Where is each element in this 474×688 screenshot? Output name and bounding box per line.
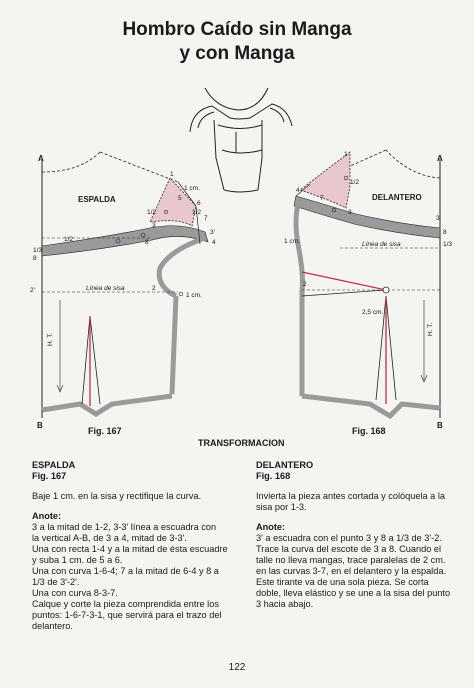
- fig168-pt-4: 4: [296, 187, 300, 194]
- left-line-0: 3 a la mitad de 1-2, 3-3' línea a escuadra con: [32, 522, 217, 532]
- fig167-ht: H. T.: [47, 332, 54, 346]
- left-line-2: Una con recta 1-4 y a la mitad de ésta escuadre: [32, 544, 228, 554]
- fig167-pt-3p: 3': [210, 229, 215, 236]
- left-line-8: puntos: 1-6-7-3-1, que servirá para el trazo del: [32, 610, 222, 620]
- page-number: 122: [228, 662, 246, 673]
- left-column: [32, 460, 242, 632]
- left-fig: Fig. 167: [32, 471, 67, 481]
- left-line-3: y suba 1 cm. de 5 a 6.: [32, 555, 123, 565]
- fig167-pt-half-b: 1/2: [192, 209, 202, 216]
- fig168-pt-25cm: 2,5 cm.: [362, 309, 384, 316]
- fig167-caption: Fig. 167: [88, 426, 122, 436]
- fig167-pt-4: 4: [212, 239, 216, 246]
- right-line-2: talle no lleva mangas, trace paralelas de 2 cm.: [256, 555, 446, 565]
- title-line-2: y con Manga: [179, 43, 295, 64]
- fig168-pt-half: 1/2: [350, 179, 360, 186]
- fig167-pt-1cm-b: 1 cm.: [186, 292, 202, 299]
- fig168-pt-3p: 3': [436, 215, 441, 222]
- fig167-pt-1cm: 1 cm.: [184, 185, 200, 192]
- model-sketch: [190, 88, 292, 192]
- fig168-pt-2: 2: [303, 281, 307, 288]
- fig167-pt-2: 2: [152, 285, 156, 292]
- right-line-6: 3 hacia abajo.: [256, 599, 314, 609]
- left-line-4: Una con curva 1-6-4; 7 a la mitad de 6-4 y 8 a: [32, 566, 219, 576]
- fig167-point-B: B: [37, 421, 43, 430]
- left-line-7: Calque y corte la pieza comprendida entre los: [32, 599, 219, 609]
- left-line-9: delantero.: [32, 621, 73, 631]
- fig168-pt-8: 8: [443, 229, 447, 236]
- fig167-pt-7: 7: [204, 215, 208, 222]
- fig168-label-delantero: DELANTERO: [372, 193, 422, 202]
- fig167-point-A: A: [38, 154, 44, 163]
- left-line-6: Una con curva 8-3-7.: [32, 588, 118, 598]
- right-line-5: doble, lleva elástico y se une a la sisa del punto: [256, 588, 451, 598]
- fig168-pt-third: 1/3: [443, 241, 453, 248]
- left-intro: Baje 1 cm. en la sisa y rectifique la curva.: [32, 491, 202, 501]
- fig167-pt-2p: 2': [30, 287, 35, 294]
- right-heading: DELANTERO: [256, 460, 314, 470]
- fig168-point-B: B: [437, 421, 443, 430]
- right-intro-2: sisa por 1-3.: [256, 502, 307, 512]
- fig168-pt-3: 3: [348, 209, 352, 216]
- left-anote: Anote:: [32, 511, 62, 521]
- fig167-pt-8: 8: [145, 239, 149, 246]
- fig167-pt-half-c: 1/2: [64, 236, 74, 243]
- left-line-1: la vertical A-B, de 3 a 4, mitad de 3-3'.: [32, 533, 187, 543]
- fig167-pt-6: 6: [197, 200, 201, 207]
- right-line-4: Este tirante va de una sola pieza. Se corta: [256, 577, 429, 587]
- figure-167-espalda: [30, 152, 216, 436]
- figure-168-delantero: [284, 150, 452, 436]
- right-line-1: Trace la curva del escote de 3 a 8. Cuando el: [256, 544, 442, 554]
- left-line-5: 1/3 de 3'-2'.: [32, 577, 80, 587]
- fig167-pt-5: 5: [178, 195, 182, 202]
- fig168-linea-sisa: Línea de sisa: [362, 241, 401, 248]
- transformacion-label: TRANSFORMACION: [198, 438, 285, 448]
- right-intro-1: Invierta la pieza antes cortada y colóquela a la: [256, 491, 445, 501]
- fig168-pt-1: 1: [344, 151, 348, 158]
- fig168-pt-1cm: 1 cm.: [284, 238, 300, 245]
- fig168-ht: H. T.: [427, 322, 434, 336]
- right-column: [256, 460, 470, 610]
- fig167-linea-sisa: Línea de sisa: [86, 285, 125, 292]
- right-anote: Anote:: [256, 522, 286, 532]
- right-fig: Fig. 168: [256, 471, 291, 481]
- fig168-caption: Fig. 168: [352, 426, 386, 436]
- fig167-pt-3: 3: [152, 222, 156, 229]
- fig167-pt-8-left: 8: [33, 255, 37, 262]
- fig168-point-A: A: [437, 154, 443, 163]
- fig167-label-espalda: ESPALDA: [78, 195, 116, 204]
- fig167-pt-third: 1/3: [33, 247, 43, 254]
- right-line-3: en las curvas 3-7, en el delantero y la espalda.: [256, 566, 446, 576]
- title-line-1: Hombro Caído sin Manga: [122, 19, 352, 40]
- fig168-pt-7: 7: [320, 195, 324, 202]
- right-line-0: 3' a escuadra con el punto 3 y 8 a 1/3 de 3'-2.: [256, 533, 442, 543]
- fig167-pt-half-a: 1/2: [147, 209, 157, 216]
- left-heading: ESPALDA: [32, 460, 76, 470]
- fig167-pt-1: 1: [170, 171, 174, 178]
